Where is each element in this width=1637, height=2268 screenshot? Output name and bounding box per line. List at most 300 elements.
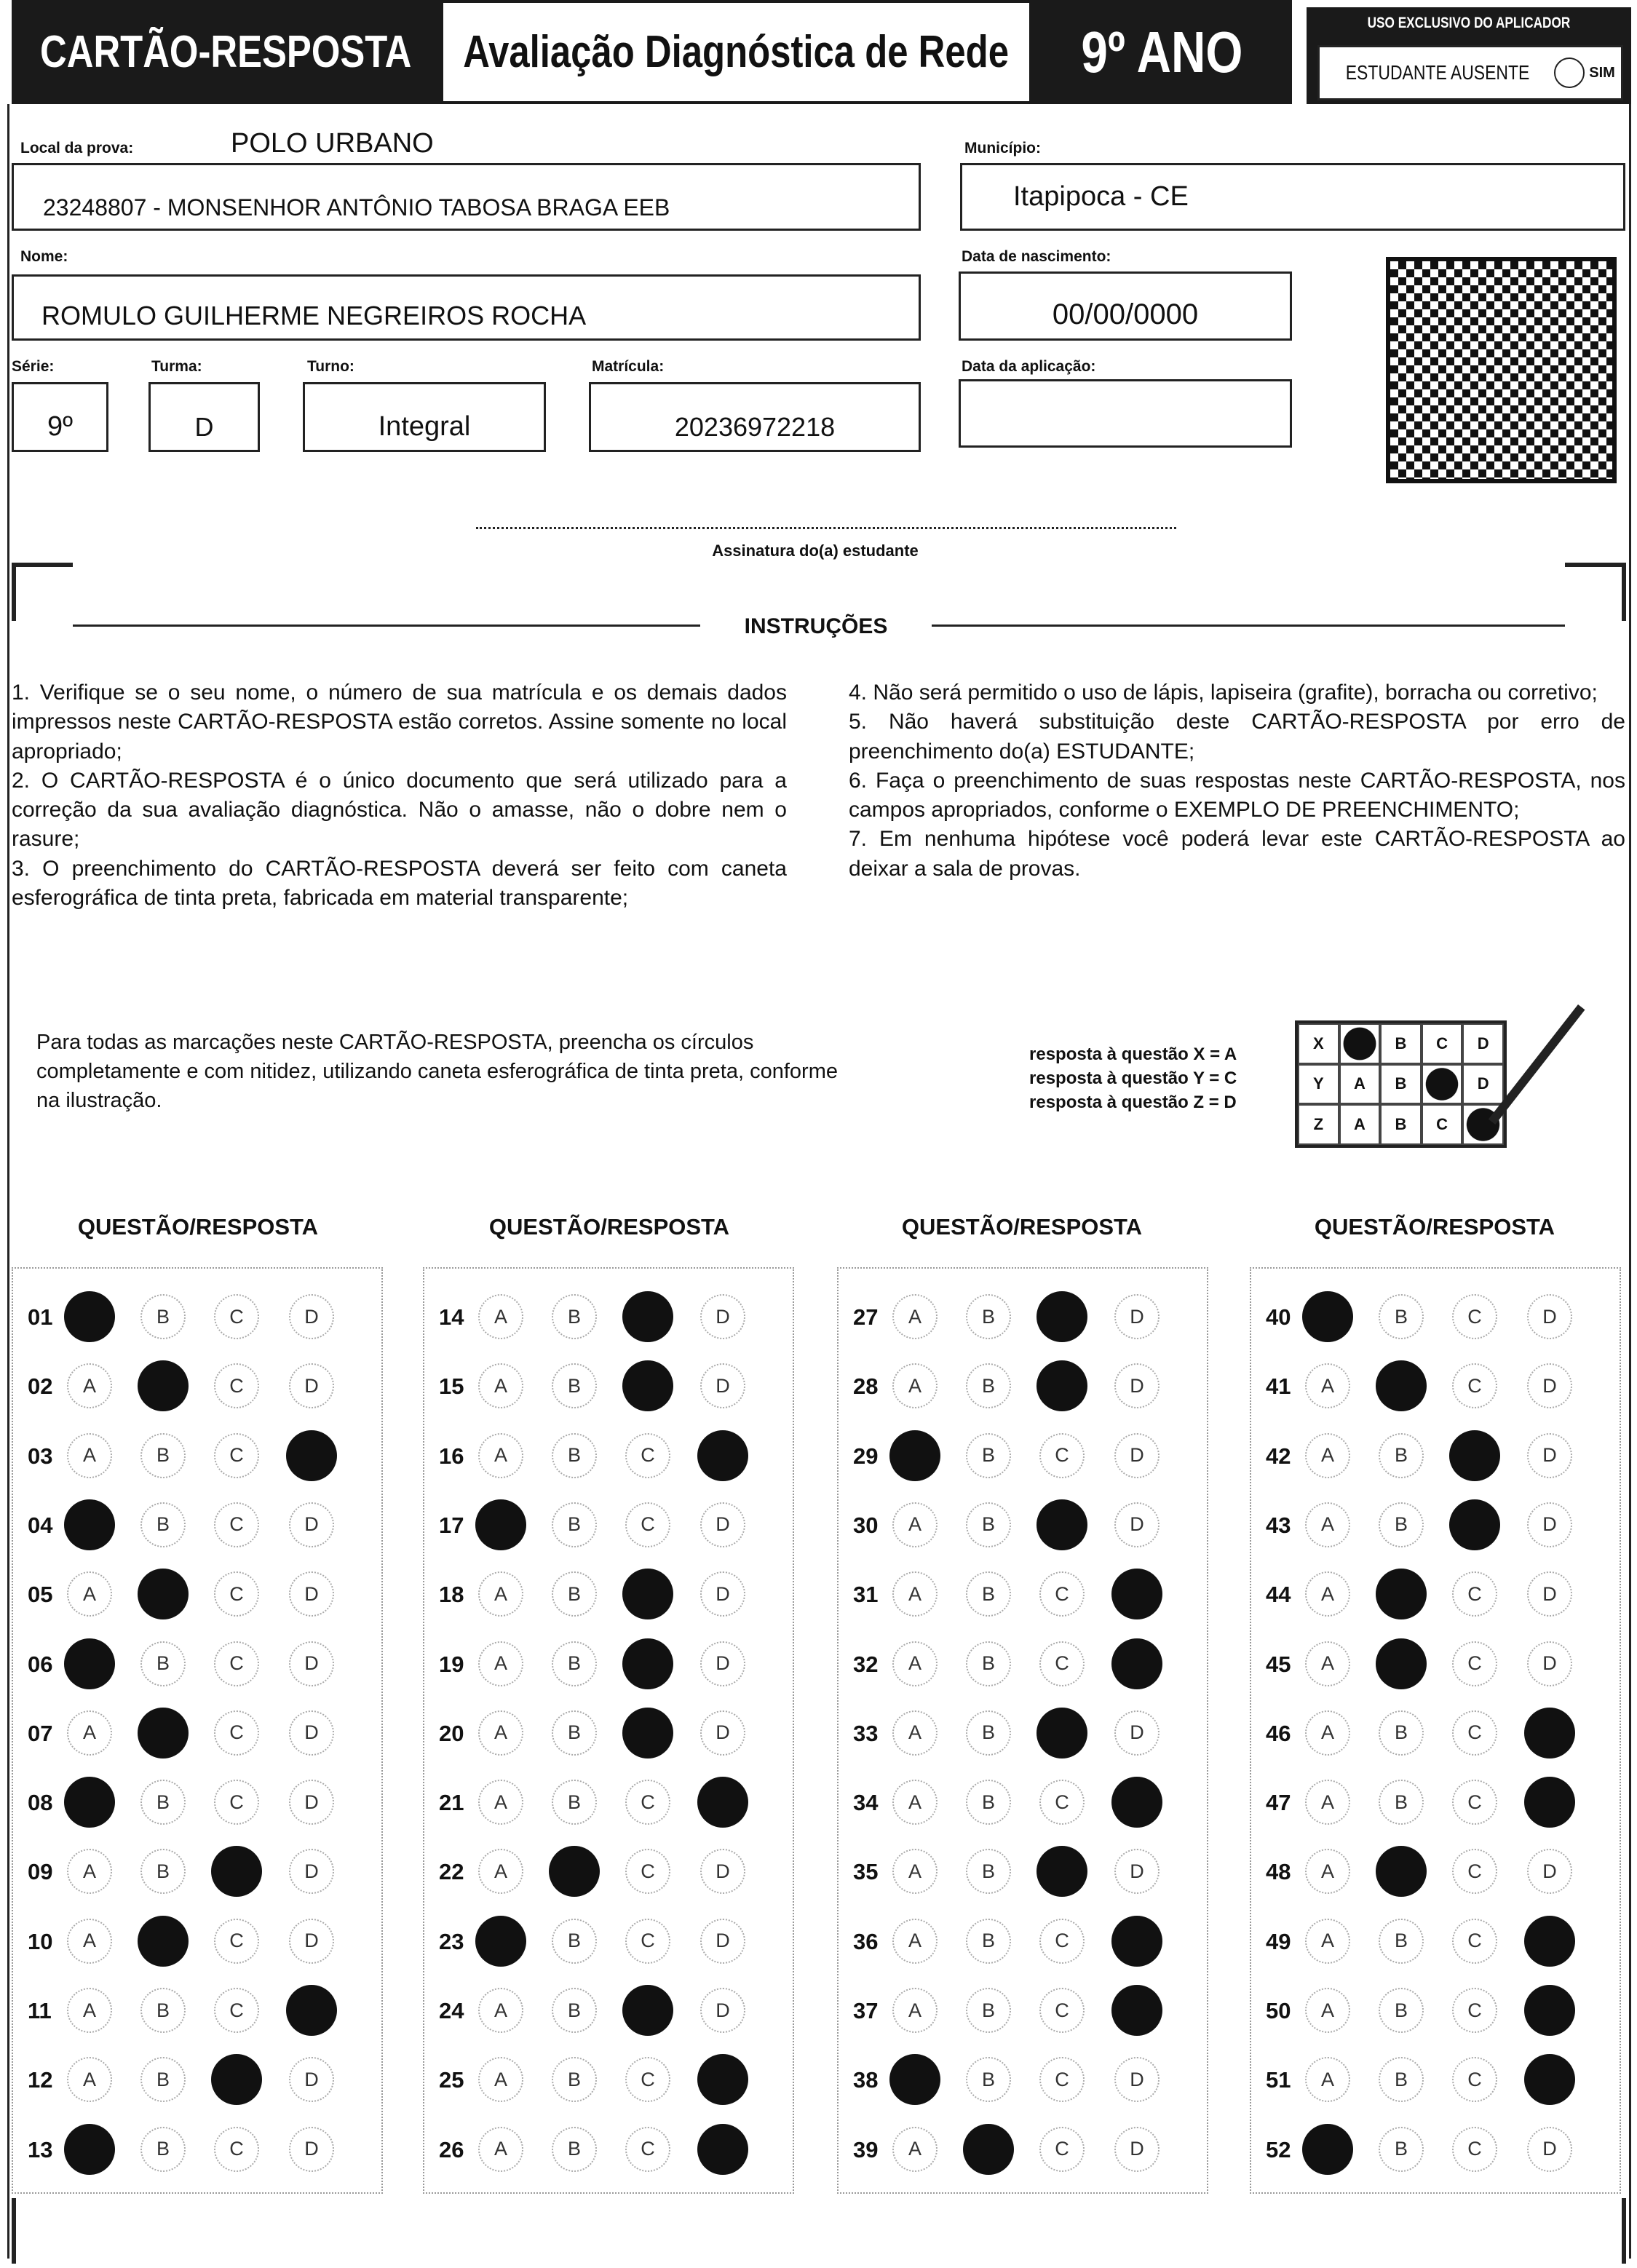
answer-bubble-a[interactable]: A: [478, 1641, 523, 1686]
answer-bubble-c[interactable]: [1036, 1708, 1087, 1759]
answer-bubble-d[interactable]: D: [289, 2127, 334, 2172]
turno-field: Integral: [303, 382, 546, 452]
answer-bubble-a[interactable]: A: [478, 2057, 523, 2102]
answer-bubble-d[interactable]: D: [1114, 1363, 1160, 1408]
aplicacao-field: [959, 379, 1292, 448]
serie-field: 9º: [12, 382, 108, 452]
answer-row: [1251, 1708, 1620, 1759]
answer-row: [839, 1430, 1207, 1481]
answer-row: [839, 2124, 1207, 2175]
answer-bubble-c[interactable]: C: [625, 2057, 670, 2102]
answer-bubble-d[interactable]: D: [289, 1710, 334, 1756]
answer-bubble-c[interactable]: C: [625, 1502, 670, 1547]
answer-bubble-b[interactable]: B: [140, 2057, 186, 2102]
answer-bubble-b[interactable]: B: [1379, 1710, 1424, 1756]
answer-bubble-a[interactable]: [64, 1777, 115, 1828]
answer-bubble-b[interactable]: B: [552, 1502, 597, 1547]
answer-bubble-d[interactable]: D: [1527, 1641, 1572, 1686]
answer-bubble-c[interactable]: C: [1039, 1780, 1085, 1825]
answer-bubble-a[interactable]: A: [1305, 1780, 1350, 1825]
answer-bubble-b[interactable]: B: [552, 1641, 597, 1686]
answer-bubble-d[interactable]: [1111, 1777, 1162, 1828]
nome-label: Nome:: [20, 248, 68, 265]
answer-bubble-b[interactable]: B: [966, 1919, 1011, 1964]
answer-bubble-c[interactable]: C: [625, 1919, 670, 1964]
answer-column: [423, 1267, 794, 2194]
answer-bubble-c[interactable]: [1449, 1499, 1500, 1550]
answer-bubble-c[interactable]: C: [1452, 2057, 1497, 2102]
answer-bubble-b[interactable]: B: [966, 1710, 1011, 1756]
answer-bubble-d[interactable]: D: [1527, 1433, 1572, 1478]
answer-row: [13, 1777, 381, 1828]
question-number: 39: [853, 2136, 879, 2162]
answer-row: [1251, 1638, 1620, 1689]
answer-bubble-c[interactable]: C: [1452, 2127, 1497, 2172]
answer-bubble-a[interactable]: A: [892, 1571, 938, 1617]
answer-bubble-d[interactable]: D: [1114, 1294, 1160, 1339]
answer-bubble-c[interactable]: [622, 1985, 673, 2036]
answer-bubble-a[interactable]: A: [892, 1502, 938, 1547]
answer-bubble-b[interactable]: B: [140, 1988, 186, 2033]
answer-bubble-d[interactable]: [697, 1777, 748, 1828]
answer-bubble-c[interactable]: C: [214, 1363, 259, 1408]
answer-bubble-b[interactable]: B: [966, 1502, 1011, 1547]
answer-bubble-b[interactable]: [138, 1360, 189, 1411]
answer-bubble-c[interactable]: C: [625, 2127, 670, 2172]
question-number: 06: [28, 1651, 53, 1677]
answer-row: [1251, 2124, 1620, 2175]
answer-bubble-d[interactable]: D: [1527, 1571, 1572, 1617]
answer-bubble-b[interactable]: B: [966, 1571, 1011, 1617]
answer-bubble-d[interactable]: D: [289, 2057, 334, 2102]
answer-bubble-a[interactable]: A: [67, 1988, 112, 2033]
question-number: 01: [28, 1304, 53, 1330]
answer-bubble-d[interactable]: [1524, 1708, 1575, 1759]
question-number: 03: [28, 1443, 53, 1469]
question-number: 46: [1266, 1720, 1291, 1746]
answer-bubble-d[interactable]: D: [700, 1502, 745, 1547]
answer-bubble-d[interactable]: D: [1114, 2127, 1160, 2172]
answer-bubble-b[interactable]: [138, 1916, 189, 1967]
answer-bubble-c[interactable]: [1036, 1360, 1087, 1411]
answer-row: [13, 1708, 381, 1759]
answer-bubble-a[interactable]: [64, 1499, 115, 1550]
local-value: POLO URBANO: [231, 128, 434, 159]
question-number: 23: [439, 1928, 464, 1954]
question-number: 22: [439, 1859, 464, 1885]
answer-bubble-a[interactable]: A: [892, 1710, 938, 1756]
column-heading: QUESTÃO/RESPOSTA: [1314, 1214, 1555, 1240]
answer-row: [13, 1291, 381, 1342]
answer-bubble-a[interactable]: A: [67, 1849, 112, 1894]
answer-bubble-a[interactable]: A: [892, 1988, 938, 2033]
answer-bubble-c[interactable]: C: [1452, 1988, 1497, 2033]
answer-bubble-b[interactable]: [1376, 1638, 1427, 1689]
answer-bubble-c[interactable]: C: [1039, 1641, 1085, 1686]
answer-bubble-b[interactable]: B: [1379, 1988, 1424, 2033]
answer-bubble-b[interactable]: B: [552, 2127, 597, 2172]
question-number: 35: [853, 1859, 879, 1885]
answer-bubble-d[interactable]: [1524, 1777, 1575, 1828]
answer-bubble-a[interactable]: A: [67, 1710, 112, 1756]
question-number: 33: [853, 1720, 879, 1746]
answer-bubble-c[interactable]: C: [1039, 1433, 1085, 1478]
answer-bubble-d[interactable]: D: [289, 1502, 334, 1547]
question-number: 26: [439, 2136, 464, 2162]
answer-bubble-c[interactable]: [622, 1569, 673, 1619]
answer-row: [839, 1916, 1207, 1967]
answer-bubble-d[interactable]: D: [700, 1988, 745, 2033]
answer-row: [839, 1499, 1207, 1550]
answer-bubble-d[interactable]: D: [289, 1363, 334, 1408]
answer-bubble-a[interactable]: A: [1305, 1710, 1350, 1756]
answer-bubble-d[interactable]: D: [289, 1641, 334, 1686]
answer-bubble-d[interactable]: [1111, 1569, 1162, 1619]
answer-bubble-c[interactable]: [1036, 1846, 1087, 1897]
answer-bubble-c[interactable]: C: [214, 1641, 259, 1686]
municipio-field: Itapipoca - CE: [960, 163, 1625, 231]
answer-bubble-d[interactable]: D: [289, 1849, 334, 1894]
answer-bubble-c[interactable]: C: [214, 1502, 259, 1547]
answer-bubble-d[interactable]: D: [1114, 1433, 1160, 1478]
nome-field: ROMULO GUILHERME NEGREIROS ROCHA: [12, 274, 921, 341]
corner-bracket: [1565, 563, 1626, 567]
answer-bubble-a[interactable]: A: [892, 1641, 938, 1686]
answer-bubble-b[interactable]: B: [552, 1710, 597, 1756]
answer-bubble-c[interactable]: C: [625, 1780, 670, 1825]
answer-bubble-b[interactable]: B: [552, 1363, 597, 1408]
answer-bubble-d[interactable]: [697, 1430, 748, 1481]
answer-bubble-a[interactable]: A: [892, 1919, 938, 1964]
answer-bubble-a[interactable]: A: [892, 1780, 938, 1825]
exam-title: Avaliação Diagnóstica de Rede: [440, 0, 1032, 104]
answer-bubble-b[interactable]: B: [140, 1433, 186, 1478]
answer-bubble-c[interactable]: C: [1452, 1780, 1497, 1825]
answer-bubble-c[interactable]: C: [214, 1433, 259, 1478]
answer-bubble-b[interactable]: B: [1379, 1780, 1424, 1825]
answer-bubble-a[interactable]: A: [67, 1919, 112, 1964]
answer-bubble-c[interactable]: C: [1452, 1294, 1497, 1339]
answer-row: [839, 1291, 1207, 1342]
answer-bubble-b[interactable]: B: [966, 1363, 1011, 1408]
qr-code: [1386, 257, 1617, 483]
answer-bubble-b[interactable]: B: [552, 1988, 597, 2033]
answer-bubble-b[interactable]: B: [140, 1849, 186, 1894]
answer-bubble-a[interactable]: A: [892, 1363, 938, 1408]
answer-bubble-b[interactable]: B: [552, 1571, 597, 1617]
answer-bubble-b[interactable]: B: [552, 1919, 597, 1964]
answer-bubble-c[interactable]: C: [625, 1433, 670, 1478]
answer-bubble-a[interactable]: A: [1305, 1433, 1350, 1478]
question-number: 02: [28, 1373, 53, 1400]
answer-bubble-b[interactable]: B: [966, 1780, 1011, 1825]
answer-row: [839, 1846, 1207, 1897]
answer-bubble-c[interactable]: C: [1039, 2127, 1085, 2172]
answer-bubble-d[interactable]: D: [1527, 1294, 1572, 1339]
answer-row: [13, 1430, 381, 1481]
answer-bubble-c[interactable]: C: [214, 1294, 259, 1339]
answer-bubble-a[interactable]: [889, 1430, 940, 1481]
answer-bubble-a[interactable]: A: [1305, 1502, 1350, 1547]
question-number: 12: [28, 2067, 53, 2093]
answer-row: [1251, 1569, 1620, 1619]
answer-row: [424, 1777, 793, 1828]
answer-bubble-d[interactable]: D: [289, 1571, 334, 1617]
answer-bubble-b[interactable]: B: [1379, 2057, 1424, 2102]
answer-row: [839, 1569, 1207, 1619]
question-number: 41: [1266, 1373, 1291, 1400]
question-number: 50: [1266, 1998, 1291, 2023]
answer-bubble-a[interactable]: A: [1305, 1919, 1350, 1964]
answer-bubble-c[interactable]: [622, 1708, 673, 1759]
answer-bubble-a[interactable]: A: [892, 2127, 938, 2172]
answer-bubble-b[interactable]: B: [552, 1433, 597, 1478]
answer-row: [839, 1638, 1207, 1689]
answer-bubble-b[interactable]: [138, 1569, 189, 1619]
answer-bubble-d[interactable]: D: [1114, 1710, 1160, 1756]
answer-bubble-b[interactable]: B: [1379, 1502, 1424, 1547]
answer-bubble-c[interactable]: [211, 2054, 262, 2105]
answer-bubble-b[interactable]: B: [1379, 1919, 1424, 1964]
question-number: 05: [28, 1582, 53, 1608]
answer-bubble-b[interactable]: B: [1379, 1294, 1424, 1339]
signature-label: Assinatura do(a) estudante: [712, 542, 919, 560]
answer-bubble-b[interactable]: B: [140, 1641, 186, 1686]
answer-bubble-b[interactable]: [963, 2124, 1014, 2175]
question-number: 43: [1266, 1512, 1291, 1538]
example-bubble: [1339, 1023, 1381, 1064]
answer-bubble-d[interactable]: D: [1114, 2057, 1160, 2102]
answer-row: [424, 1360, 793, 1411]
answer-bubble-d[interactable]: D: [700, 1294, 745, 1339]
answer-bubble-b[interactable]: B: [552, 1294, 597, 1339]
answer-bubble-d[interactable]: D: [700, 1363, 745, 1408]
answer-bubble-b[interactable]: [138, 1708, 189, 1759]
answer-bubble-b[interactable]: B: [140, 1502, 186, 1547]
answer-bubble-a[interactable]: A: [478, 1571, 523, 1617]
answer-bubble-d[interactable]: D: [700, 1919, 745, 1964]
answer-row: [424, 2124, 793, 2175]
question-number: 04: [28, 1512, 53, 1538]
answer-row: [1251, 1777, 1620, 1828]
answer-bubble-c[interactable]: [622, 1638, 673, 1689]
answer-bubble-a[interactable]: A: [478, 1433, 523, 1478]
municipio-label: Município:: [964, 140, 1041, 156]
answer-bubble-d[interactable]: [286, 1430, 337, 1481]
answer-bubble-a[interactable]: A: [1305, 1988, 1350, 2033]
answer-bubble-c[interactable]: C: [1039, 1988, 1085, 2033]
question-number: 21: [439, 1790, 464, 1816]
answer-bubble-d[interactable]: D: [289, 1294, 334, 1339]
question-number: 42: [1266, 1443, 1291, 1469]
answer-bubble-c[interactable]: [211, 1846, 262, 1897]
local-label: Local da prova:: [20, 140, 134, 156]
example-bubble: C: [1422, 1104, 1463, 1145]
answer-bubble-a[interactable]: [64, 1291, 115, 1342]
answer-bubble-a[interactable]: A: [478, 1710, 523, 1756]
answer-bubble-b[interactable]: B: [966, 1988, 1011, 2033]
answer-row: [839, 1985, 1207, 2036]
answer-row: [1251, 1916, 1620, 1967]
answer-bubble-c[interactable]: C: [1452, 1710, 1497, 1756]
answer-bubble-d[interactable]: D: [1527, 2127, 1572, 2172]
answer-row: [1251, 1430, 1620, 1481]
answer-bubble-c[interactable]: C: [1452, 1641, 1497, 1686]
answer-bubble-c[interactable]: C: [625, 1849, 670, 1894]
answer-bubble-a[interactable]: [889, 2054, 940, 2105]
answer-bubble-a[interactable]: A: [1305, 1571, 1350, 1617]
corner-bracket: [12, 563, 73, 567]
answer-bubble-a[interactable]: A: [892, 1849, 938, 1894]
answer-bubble-c[interactable]: C: [214, 1780, 259, 1825]
matricula-label: Matrícula:: [592, 358, 665, 375]
answer-row: [424, 1499, 793, 1550]
answer-bubble-d[interactable]: D: [289, 1919, 334, 1964]
absent-bubble[interactable]: [1554, 58, 1585, 88]
turno-label: Turno:: [307, 358, 354, 375]
answer-bubble-c[interactable]: C: [1039, 1919, 1085, 1964]
answer-bubble-b[interactable]: B: [966, 1641, 1011, 1686]
answer-bubble-a[interactable]: A: [67, 1363, 112, 1408]
answer-bubble-b[interactable]: B: [140, 2127, 186, 2172]
answer-row: [839, 1777, 1207, 1828]
answer-bubble-a[interactable]: A: [67, 1571, 112, 1617]
answer-bubble-d[interactable]: D: [1527, 1363, 1572, 1408]
answer-bubble-c[interactable]: C: [1452, 1919, 1497, 1964]
answer-bubble-c[interactable]: [1036, 1291, 1087, 1342]
frame-right: [1629, 104, 1631, 2259]
answer-bubble-d[interactable]: [286, 1985, 337, 2036]
question-number: 34: [853, 1790, 879, 1816]
answer-bubble-d[interactable]: [1111, 1638, 1162, 1689]
answer-bubble-c[interactable]: [622, 1291, 673, 1342]
answer-bubble-c[interactable]: C: [1039, 2057, 1085, 2102]
answer-bubble-d[interactable]: D: [700, 1849, 745, 1894]
aplicacao-label: Data da aplicação:: [962, 358, 1096, 375]
answer-bubble-a[interactable]: [64, 2124, 115, 2175]
example-grid: [1295, 1020, 1507, 1148]
answer-bubble-c[interactable]: C: [214, 2127, 259, 2172]
turma-field: D: [148, 382, 260, 452]
answer-bubble-d[interactable]: D: [700, 1571, 745, 1617]
answer-bubble-b[interactable]: [549, 1846, 600, 1897]
question-number: 17: [439, 1512, 464, 1538]
answer-bubble-d[interactable]: D: [289, 1780, 334, 1825]
answer-bubble-b[interactable]: B: [966, 1433, 1011, 1478]
answer-bubble-c[interactable]: C: [214, 1988, 259, 2033]
answer-row: [1251, 1846, 1620, 1897]
answer-bubble-d[interactable]: D: [1527, 1502, 1572, 1547]
question-number: 31: [853, 1582, 879, 1608]
answer-bubble-b[interactable]: [1376, 1569, 1427, 1619]
answer-bubble-d[interactable]: [1524, 1985, 1575, 2036]
answer-bubble-b[interactable]: B: [552, 1780, 597, 1825]
answer-bubble-d[interactable]: [1111, 1916, 1162, 1967]
answer-bubble-b[interactable]: B: [1379, 1433, 1424, 1478]
answer-bubble-b[interactable]: B: [552, 2057, 597, 2102]
answer-bubble-b[interactable]: [1376, 1360, 1427, 1411]
answer-bubble-d[interactable]: D: [700, 1641, 745, 1686]
answer-bubble-d[interactable]: D: [1527, 1849, 1572, 1894]
question-number: 40: [1266, 1304, 1291, 1330]
answer-bubble-a[interactable]: A: [67, 2057, 112, 2102]
answer-bubble-a[interactable]: A: [1305, 1363, 1350, 1408]
answer-row: [13, 2124, 381, 2175]
question-number: 44: [1266, 1582, 1291, 1608]
answer-bubble-a[interactable]: A: [1305, 1849, 1350, 1894]
example-question-label: X: [1298, 1023, 1339, 1064]
answer-bubble-a[interactable]: A: [478, 1294, 523, 1339]
answer-row: [839, 1708, 1207, 1759]
answer-bubble-d[interactable]: [1524, 1916, 1575, 1967]
answer-bubble-a[interactable]: A: [1305, 2057, 1350, 2102]
question-number: 13: [28, 2136, 53, 2162]
answer-bubble-c[interactable]: C: [214, 1919, 259, 1964]
answer-bubble-d[interactable]: [697, 2054, 748, 2105]
answer-bubble-c[interactable]: C: [214, 1710, 259, 1756]
answer-bubble-b[interactable]: B: [140, 1780, 186, 1825]
answer-bubble-a[interactable]: A: [478, 1849, 523, 1894]
answer-row: [1251, 1291, 1620, 1342]
answer-bubble-d[interactable]: [697, 2124, 748, 2175]
answer-bubble-b[interactable]: [1376, 1846, 1427, 1897]
answer-bubble-a[interactable]: A: [478, 1780, 523, 1825]
question-number: 07: [28, 1720, 53, 1746]
answer-bubble-a[interactable]: A: [1305, 1641, 1350, 1686]
column-heading: QUESTÃO/RESPOSTA: [488, 1214, 730, 1240]
question-number: 48: [1266, 1859, 1291, 1885]
answer-column: [1250, 1267, 1621, 2194]
answer-bubble-a[interactable]: [475, 1499, 526, 1550]
answer-bubble-a[interactable]: [1302, 2124, 1353, 2175]
answer-bubble-a[interactable]: A: [892, 1294, 938, 1339]
answer-bubble-c[interactable]: C: [1452, 1571, 1497, 1617]
applicator-panel: USO EXCLUSIVO DO APLICADOR: [1307, 7, 1631, 104]
answer-bubble-d[interactable]: [1524, 2054, 1575, 2105]
answer-row: [1251, 1499, 1620, 1550]
answer-bubble-a[interactable]: [475, 1916, 526, 1967]
answer-bubble-c[interactable]: C: [214, 1571, 259, 1617]
answer-bubble-b[interactable]: B: [966, 1849, 1011, 1894]
answer-bubble-b[interactable]: B: [1379, 2127, 1424, 2172]
answer-bubble-c[interactable]: [622, 1360, 673, 1411]
answer-bubble-d[interactable]: D: [700, 1710, 745, 1756]
answer-bubble-a[interactable]: A: [67, 1433, 112, 1478]
answer-bubble-d[interactable]: D: [1114, 1849, 1160, 1894]
answer-bubble-a[interactable]: [1302, 1291, 1353, 1342]
answer-bubble-d[interactable]: D: [1114, 1502, 1160, 1547]
answer-bubble-d[interactable]: [1111, 1985, 1162, 2036]
answer-bubble-b[interactable]: B: [140, 1294, 186, 1339]
answer-bubble-a[interactable]: [64, 1638, 115, 1689]
answer-bubble-c[interactable]: [1449, 1430, 1500, 1481]
answer-bubble-a[interactable]: A: [478, 2127, 523, 2172]
answer-bubble-c[interactable]: C: [1039, 1571, 1085, 1617]
question-number: 25: [439, 2067, 464, 2093]
answer-bubble-a[interactable]: A: [478, 1363, 523, 1408]
question-number: 10: [28, 1928, 53, 1954]
answer-row: [424, 1708, 793, 1759]
answer-bubble-c[interactable]: C: [1452, 1363, 1497, 1408]
answer-bubble-c[interactable]: [1036, 1499, 1087, 1550]
answer-row: [839, 2054, 1207, 2105]
answer-bubble-c[interactable]: C: [1452, 1849, 1497, 1894]
answer-bubble-b[interactable]: B: [966, 2057, 1011, 2102]
answer-bubble-a[interactable]: A: [478, 1988, 523, 2033]
school-field: 23248807 - MONSENHOR ANTÔNIO TABOSA BRAGA EEB: [12, 163, 921, 231]
absent-field: ESTUDANTE AUSENTE SIM: [1317, 45, 1623, 100]
answer-bubble-b[interactable]: B: [966, 1294, 1011, 1339]
